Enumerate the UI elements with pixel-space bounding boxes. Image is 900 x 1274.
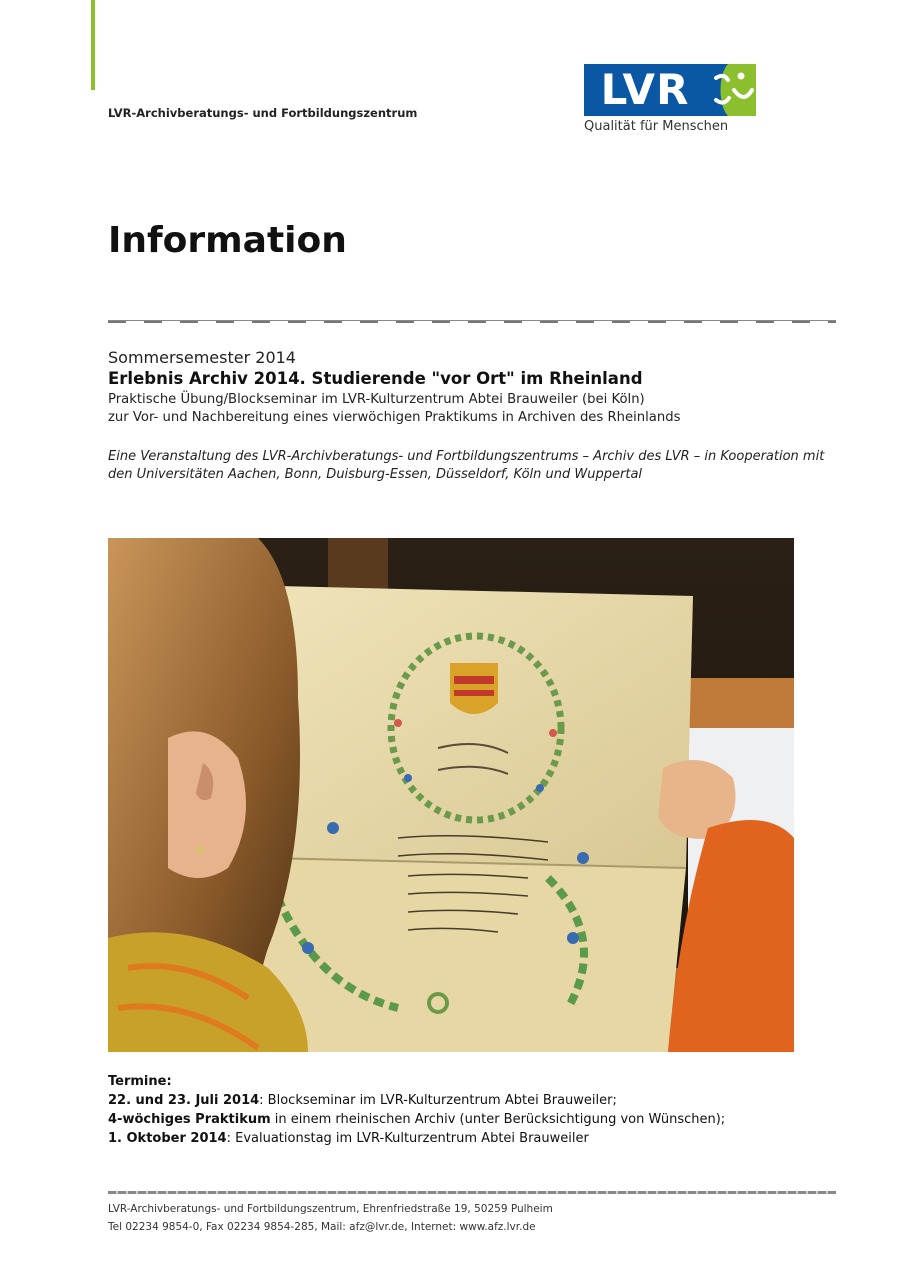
event-intro: Eine Veranstaltung des LVR-Archivberatungs- und Fortbildungszentrums – Archiv des LVR – in Kooperation mit den Universitäten Aachen, Bonn, Duisburg-Essen, Düsseldorf, Köln und Wuppertal [108,449,825,482]
footer [108,1200,553,1236]
logo-text: LVR [584,64,706,116]
archive-photo [108,538,794,1052]
logo-tagline: Qualität für Menschen [584,119,729,134]
lvr-logo [584,64,756,134]
dates-label: Termine: [108,1074,172,1089]
event-headline: Erlebnis Archiv 2014. Studierende "vor Ort" im Rheinland [108,369,643,388]
footer-address: LVR-Archivberatungs- und Fortbildungszentrum, Ehrenfriedstraße 19, 50259 Pulheim [108,1203,553,1215]
semester: Sommersemester 2014 [108,348,296,367]
footer-contact: Tel 02234 9854-0, Fax 02234 9854-285, Mail: afz@lvr.de, Internet: www.afz.lvr.de [108,1221,536,1233]
org-header: LVR-Archivberatungs- und Fortbildungszentrum [108,106,418,120]
date-item: 22. und 23. Juli 2014: Blockseminar im LVR-Kulturzentrum Abtei Brauweiler; [108,1093,617,1108]
divider [108,320,836,323]
event-subline-1: Praktische Übung/Blockseminar im LVR-Kulturzentrum Abtei Brauweiler (bei Köln) [108,392,645,407]
accent-bar [91,0,95,90]
event-subline-2: zur Vor- und Nachbereitung eines vierwöchigen Praktikums in Archiven des Rheinlands [108,410,681,425]
logo-faces-icon [706,64,756,116]
page-title: Information [108,220,347,261]
footer-divider [108,1191,836,1194]
dates-section [108,1072,725,1148]
date-item: 1. Oktober 2014: Evaluationstag im LVR-Kulturzentrum Abtei Brauweiler [108,1131,589,1146]
date-item: 4-wöchiges Praktikum in einem rheinischen Archiv (unter Berücksichtigung von Wünschen); [108,1112,726,1127]
